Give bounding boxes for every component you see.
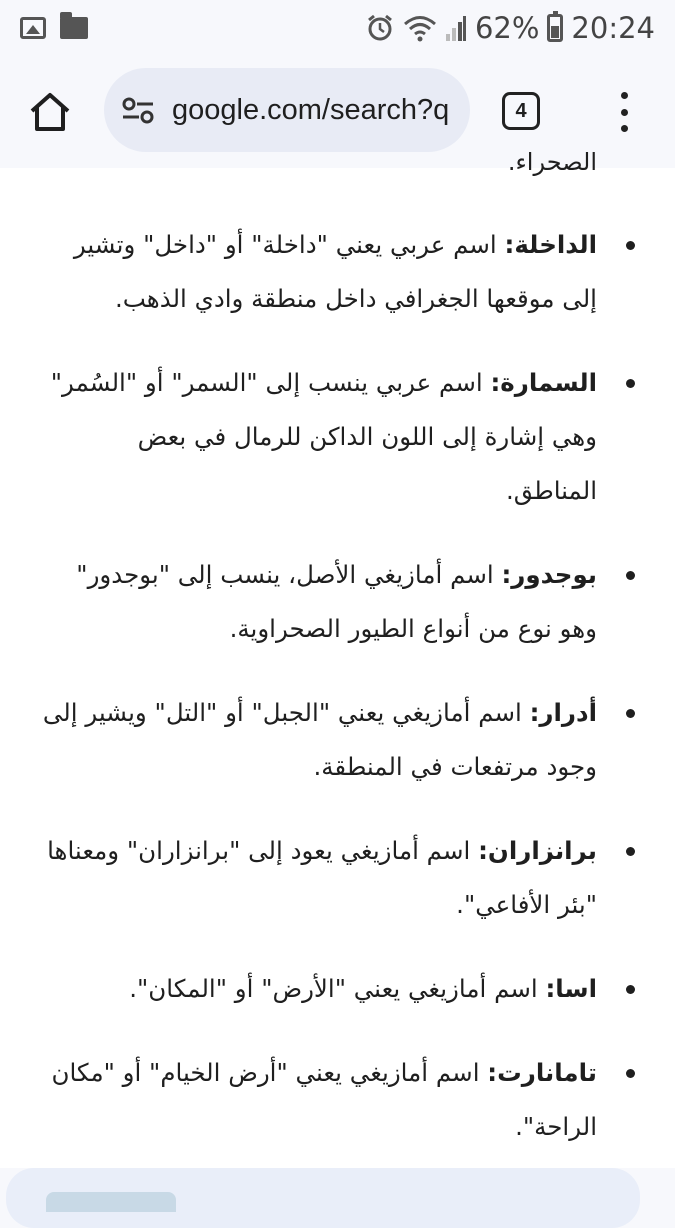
signal-icon: [445, 14, 467, 42]
item-text: اسم عربي يعني "داخلة" أو "داخل" وتشير إلى موقعها الجغرافي داخل منطقة وادي الذهب.: [73, 230, 597, 313]
bullet: [626, 379, 635, 388]
item-text: اسم أمازيغي يعني "الجبل" أو "التل" ويشير إلى وجود مرتفعات في المنطقة.: [42, 698, 597, 781]
item-term: السمارة:: [490, 368, 597, 397]
folder-icon: [60, 17, 88, 39]
next-result-card[interactable]: [6, 1168, 640, 1228]
list-item: [0, 548, 675, 656]
home-icon: [28, 91, 72, 133]
bullet: [626, 985, 635, 994]
item-text: اسم أمازيغي يعني "أرض الخيام" أو "مكان الراحة".: [51, 1058, 597, 1141]
alarm-icon: [365, 13, 395, 43]
bullet: [626, 241, 635, 250]
battery-percent: 62%: [474, 11, 540, 45]
thumbnail-image: [46, 1192, 176, 1212]
item-text: اسم أمازيغي الأصل، ينسب إلى "بوجدور" وهو نوع من أنواع الطيور الصحراوية.: [76, 560, 597, 643]
item-term: تامانارت:: [487, 1058, 597, 1087]
system-icons: [365, 11, 655, 45]
list-item: [0, 356, 675, 518]
tab-switcher-button[interactable]: [502, 92, 540, 130]
list-item: [0, 686, 675, 794]
item-term: اسا:: [545, 974, 597, 1003]
bottom-card: [0, 1168, 675, 1208]
item-term: برانزاران:: [478, 836, 597, 865]
notification-icons: [20, 17, 88, 39]
list-item: [0, 824, 675, 932]
item-text: اسم أمازيغي يعني "الأرض" أو "المكان".: [129, 974, 546, 1003]
clock: 20:24: [571, 11, 655, 45]
list-item: [0, 962, 675, 1016]
tab-count: 4: [515, 99, 527, 122]
clipped-text: الصحراء.: [507, 148, 597, 176]
image-icon: [20, 17, 46, 39]
battery-icon: [547, 14, 563, 42]
url-text[interactable]: google.com/search?q: [172, 93, 450, 126]
item-text: اسم عربي ينسب إلى "السمر" أو "السُمر" وهي إشارة إلى اللون الداكن للرمال في بعض المناطق.: [50, 368, 597, 505]
tune-icon[interactable]: [118, 90, 158, 130]
bullet: [626, 709, 635, 718]
bullet: [626, 847, 635, 856]
item-term: بوجدور:: [501, 560, 597, 589]
place-names-list: [0, 218, 675, 1184]
list-item: [0, 218, 675, 326]
item-text: اسم أمازيغي يعود إلى "برانزاران" ومعناها "بئر الأفاعي".: [47, 836, 597, 919]
address-bar[interactable]: [104, 68, 470, 152]
home-button[interactable]: [0, 62, 100, 162]
item-term: أدرار:: [529, 698, 597, 727]
list-item: [0, 1046, 675, 1154]
bullet: [626, 571, 635, 580]
more-vert-icon[interactable]: [606, 86, 642, 138]
item-term: الداخلة:: [504, 230, 597, 259]
wifi-icon: [403, 14, 437, 42]
status-bar: [0, 0, 675, 56]
page-content: [0, 148, 675, 1168]
bullet: [626, 1069, 635, 1078]
